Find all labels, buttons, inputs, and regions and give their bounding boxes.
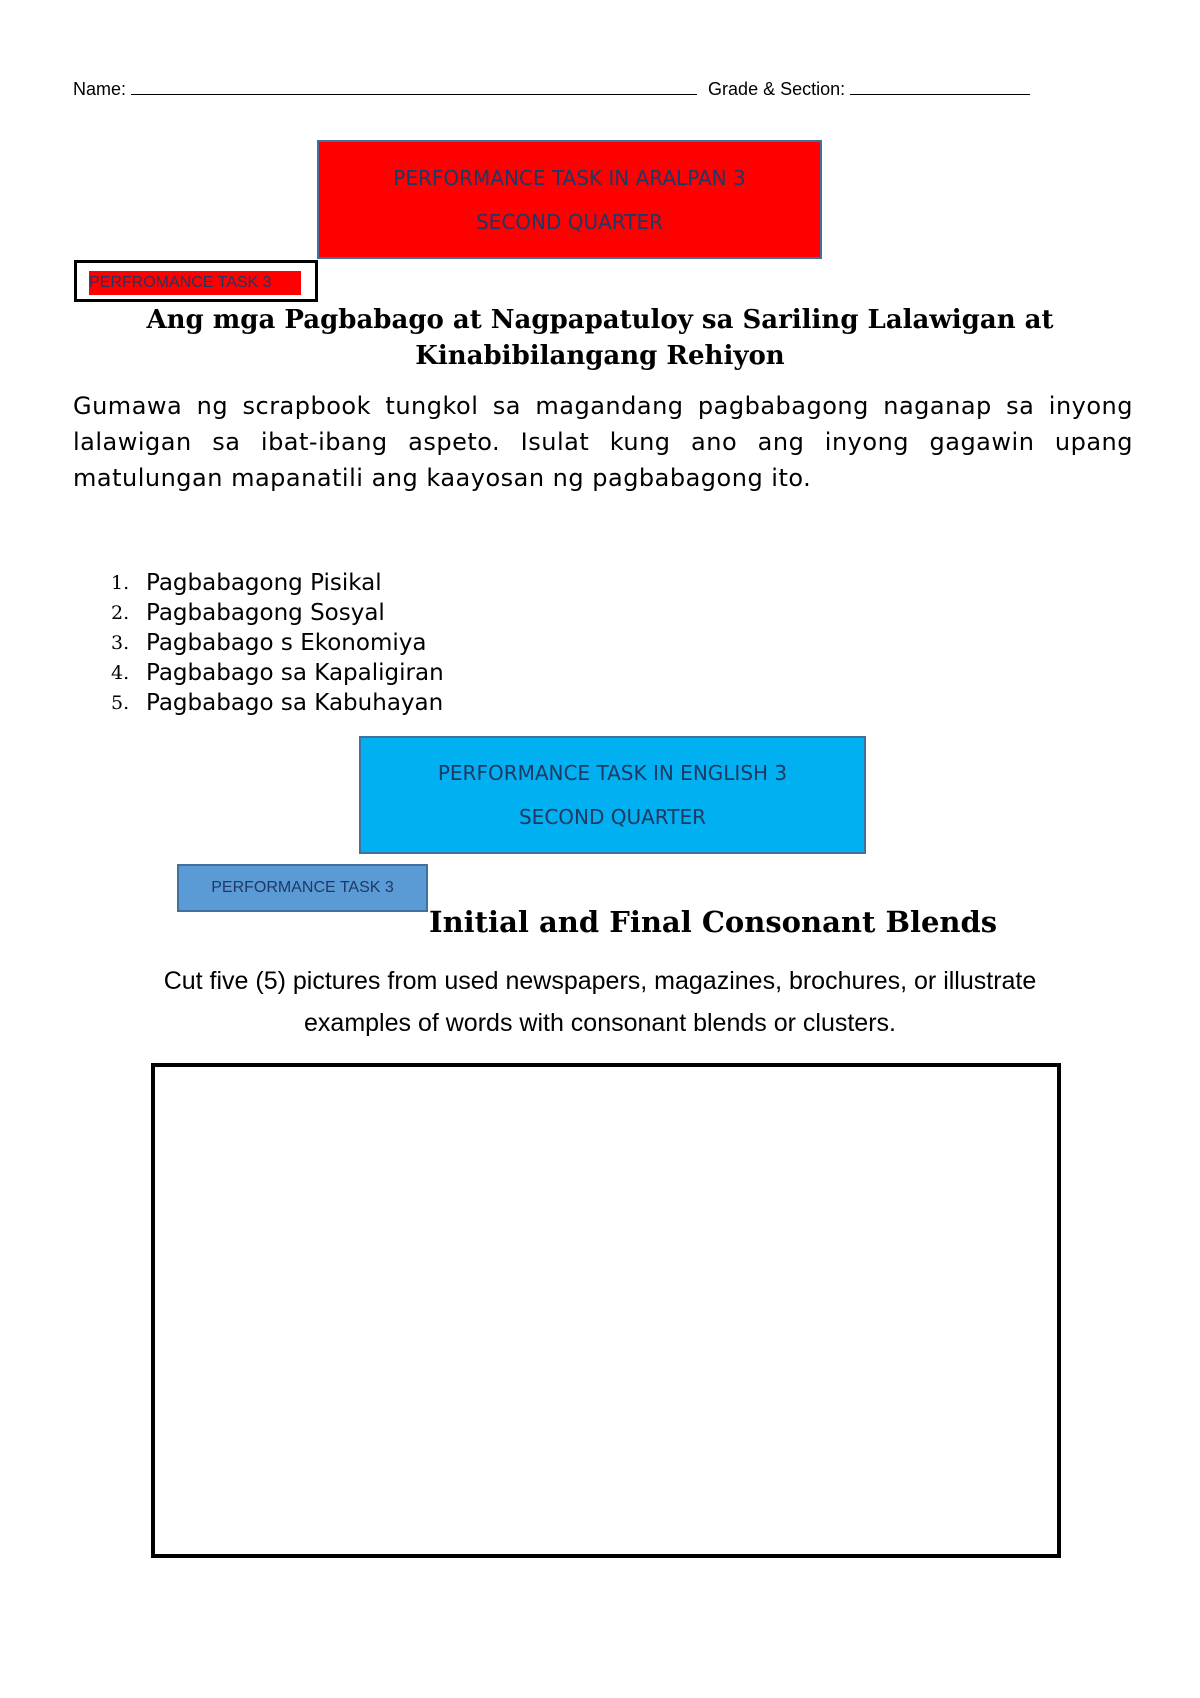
aralpan-banner	[317, 140, 822, 259]
aralpan-banner-quarter: SECOND QUARTER	[475, 209, 663, 234]
english-banner-quarter: SECOND QUARTER	[518, 805, 706, 829]
english-instruction-line1: Cut five (5) pictures from used newspapers, magazines, brochures, or illustrate	[163, 967, 1037, 995]
list-item: 1. Pagbabagong Pisikal	[111, 570, 382, 596]
aralpan-task-tag-label: PERFROMANCE TASK 3	[89, 271, 301, 295]
english-instruction	[60, 960, 1140, 1044]
list-item: 3. Pagbabago s Ekonomiya	[111, 630, 427, 656]
list-item: 5. Pagbabago sa Kabuhayan	[111, 690, 444, 716]
list-item: 4. Pagbabago sa Kapaligiran	[111, 660, 444, 686]
english-banner-title: PERFORMANCE TASK IN ENGLISH 3	[437, 761, 788, 785]
aralpan-aspect-list	[73, 568, 444, 718]
english-banner	[359, 736, 866, 854]
student-info-line	[73, 76, 1036, 100]
english-task-tag: PERFORMANCE TASK 3	[177, 864, 428, 912]
aralpan-task-tag	[74, 260, 318, 302]
english-instruction-line2: examples of words with consonant blends or clusters.	[304, 1009, 896, 1037]
answer-box[interactable]	[151, 1063, 1061, 1558]
list-item: 2. Pagbabagong Sosyal	[111, 600, 385, 626]
name-blank[interactable]	[131, 76, 697, 95]
grade-section-blank[interactable]	[850, 76, 1030, 95]
aralpan-instruction: Gumawa ng scrapbook tungkol sa magandang pagbabagong naganap sa inyong lalawigan sa ibat-ibang aspeto. Isulat kung ano ang inyong gagawin upang matulungan mapanatili ang kaayosan ng pagbabagong ito.	[73, 392, 1133, 492]
grade-section-label: Grade & Section:	[708, 79, 846, 99]
aralpan-banner-title: PERFORMANCE TASK IN ARALPAN 3	[393, 165, 746, 190]
name-label: Name:	[73, 79, 127, 99]
english-title: Initial and Final Consonant Blends	[429, 905, 998, 939]
aralpan-title: Ang mga Pagbabago at Nagpapatuloy sa Sariling Lalawigan at Kinabibilangang Rehiyon	[146, 305, 1054, 371]
